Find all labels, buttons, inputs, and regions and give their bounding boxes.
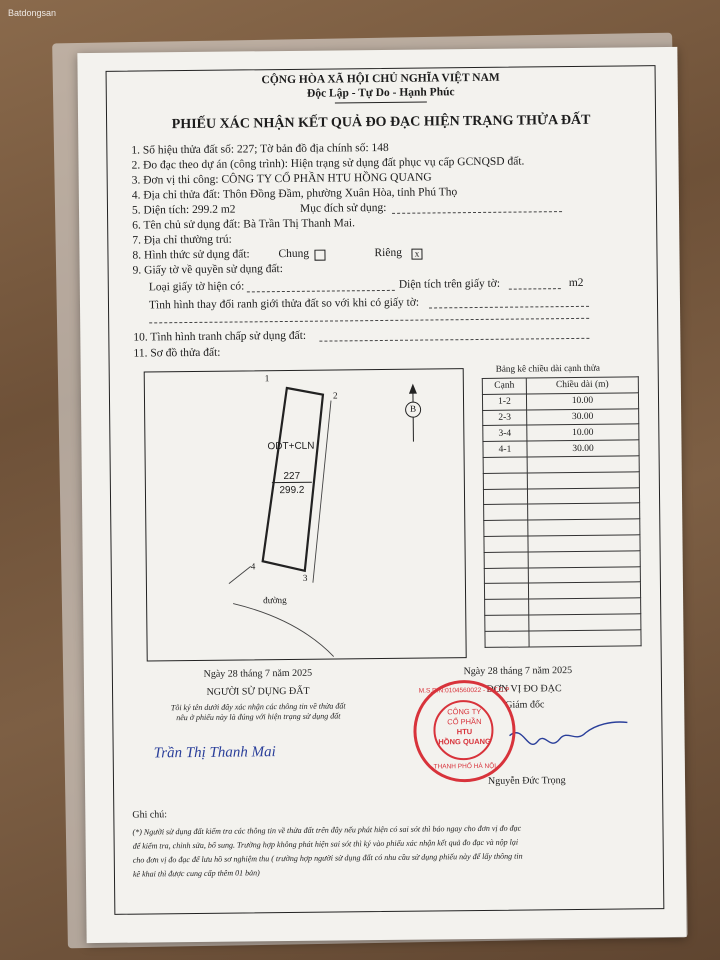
field-project: 2. Đo đạc theo dự án (công trình): Hiện trạng sử dụng đất phục vụ cấp GCNQSD đất. bbox=[131, 155, 525, 172]
parcel-area-label: 299.2 bbox=[279, 484, 305, 497]
right-signer-role: ĐƠN VỊ ĐO ĐẠC bbox=[486, 683, 562, 695]
road-curve bbox=[233, 603, 334, 658]
road-edge-left bbox=[229, 566, 251, 583]
field-documents: 9. Giấy tờ về quyền sử dụng đất: bbox=[132, 263, 283, 277]
seal-line-2: CỔ PHẦN bbox=[447, 716, 482, 727]
dispute-line bbox=[319, 338, 589, 342]
option-private-checkbox: x bbox=[411, 249, 422, 260]
document-area-line bbox=[509, 288, 561, 290]
cell-edge bbox=[483, 457, 527, 473]
table-row bbox=[483, 456, 639, 473]
document-title: PHIẾU XÁC NHẬN KẾT QUẢ ĐO ĐẠC HIỆN TRẠNG THỬA ĐẤT bbox=[171, 112, 591, 133]
field-document-area: Diện tích trên giấy tờ: bbox=[398, 277, 501, 291]
notes-line-4: kê khai thì được cung cấp thêm 01 bản) bbox=[132, 868, 260, 879]
table-row bbox=[483, 472, 639, 489]
cell-edge bbox=[483, 473, 527, 489]
cell-edge bbox=[484, 536, 528, 552]
left-signer-note-1: Tôi ký tên dưới đây xác nhận các thông tin về thửa đất bbox=[170, 701, 346, 713]
land-type-label: ODT+CLN bbox=[267, 440, 315, 453]
left-signing-date: Ngày 28 tháng 7 năm 2025 bbox=[203, 667, 313, 680]
boundary-line-2 bbox=[149, 318, 589, 324]
right-signer-title: Giám đốc bbox=[505, 699, 545, 711]
left-signer-note-2: nêu ở phiếu này là đúng với hiện trạng sử dụng đất bbox=[176, 711, 341, 723]
motto-underline bbox=[335, 102, 427, 104]
document-area-unit: m2 bbox=[568, 276, 584, 290]
cell-edge: 3-4 bbox=[483, 425, 527, 441]
field-residence: 7. Địa chỉ thường trú: bbox=[132, 233, 232, 247]
cell-length bbox=[528, 566, 640, 583]
parcel-number-label: 227 bbox=[272, 471, 312, 483]
table-row bbox=[484, 551, 640, 568]
table-row bbox=[484, 519, 640, 536]
cell-edge: 2-3 bbox=[483, 410, 527, 426]
page-frame bbox=[106, 65, 665, 915]
table-row bbox=[483, 408, 639, 425]
notes-line-1: (*) Người sử dụng đất kiểm tra các thông tin về thửa đất trên đây nếu phát hiện có sai sót thì báo ngay cho đơn vị đo đạc bbox=[132, 823, 522, 837]
field-purpose-label: Mục đích sử dụng: bbox=[299, 201, 387, 215]
option-private-label: Riêng bbox=[374, 246, 403, 260]
field-area: 5. Diện tích: 299.2 m2 bbox=[131, 203, 236, 217]
vertex-label-4: 4 bbox=[250, 561, 256, 572]
cell-length: 10.00 bbox=[527, 424, 639, 441]
director-name: Nguyễn Đức Trọng bbox=[487, 775, 566, 787]
parcel-sketch-box bbox=[144, 368, 467, 661]
document-page bbox=[77, 47, 686, 943]
field-owner: 6. Tên chủ sử dụng đất: Bà Trần Thị Thanh Mai. bbox=[132, 217, 356, 232]
table-row bbox=[484, 535, 640, 552]
field-boundary-change: Tình hình thay đổi ranh giới thửa đất so với khi có giấy tờ: bbox=[148, 296, 420, 312]
cell-edge bbox=[485, 599, 529, 615]
cell-length bbox=[527, 472, 639, 489]
right-signing-date: Ngày 28 tháng 7 năm 2025 bbox=[463, 665, 573, 678]
table-row bbox=[483, 424, 639, 441]
cell-length bbox=[527, 456, 639, 473]
cell-length bbox=[528, 582, 640, 599]
table-row bbox=[483, 487, 639, 504]
cell-length bbox=[527, 487, 639, 504]
edge-table-caption: Bảng kê chiều dài cạnh thửa bbox=[495, 362, 600, 374]
north-label: B bbox=[409, 403, 417, 414]
cell-length bbox=[528, 519, 640, 536]
company-seal bbox=[413, 680, 516, 783]
cell-edge: 4-1 bbox=[483, 441, 527, 457]
table-header-row bbox=[482, 377, 638, 394]
table-row bbox=[484, 503, 640, 520]
option-shared-label: Chung bbox=[278, 247, 310, 261]
seal-line-3: HTU bbox=[456, 727, 473, 737]
cell-edge bbox=[484, 568, 528, 584]
table-row bbox=[484, 582, 640, 599]
cell-length: 30.00 bbox=[527, 440, 639, 457]
table-row bbox=[485, 614, 641, 631]
table-row bbox=[485, 630, 641, 647]
cell-length: 30.00 bbox=[527, 408, 639, 425]
watermark-logo: Batdongsan bbox=[8, 8, 57, 18]
table-row bbox=[482, 393, 638, 410]
table-row bbox=[484, 566, 640, 583]
column-header-length: Chiều dài (m) bbox=[526, 377, 638, 394]
seal-line-1: CÔNG TY bbox=[447, 706, 482, 717]
edge-length-table bbox=[482, 376, 642, 647]
republic-heading: CỘNG HÒA XÃ HỘI CHỦ NGHĨA VIỆT NAM bbox=[261, 71, 500, 87]
field-sketch: 11. Sơ đồ thửa đất: bbox=[133, 346, 221, 360]
owner-signature: Trần Thị Thanh Mai bbox=[153, 744, 276, 762]
cell-length bbox=[528, 551, 640, 568]
cell-edge: 1-2 bbox=[482, 394, 526, 410]
director-signature bbox=[503, 712, 634, 763]
cell-edge bbox=[484, 504, 528, 520]
vertex-label-1: 1 bbox=[264, 373, 270, 384]
notes-line-2: để kiểm tra, chỉnh sửa, bổ sung. Trường hợp không phát hiện sai sót thì ký vào phiếu xác nhận kết quả đo đạc và nộp lại bbox=[132, 837, 519, 851]
left-signer-role: NGƯỜI SỬ DỤNG ĐẤT bbox=[206, 685, 310, 698]
notes-heading: Ghi chú: bbox=[132, 809, 168, 821]
motto: Độc Lập - Tự Do - Hạnh Phúc bbox=[306, 86, 455, 100]
cell-length bbox=[529, 630, 641, 647]
seal-ring-text: M.S.D.N:0104560022 - C.T.C.P bbox=[418, 686, 510, 695]
field-usage-form: 8. Hình thức sử dụng đất: bbox=[132, 248, 250, 262]
document-type-line bbox=[247, 290, 395, 293]
cell-edge bbox=[484, 552, 528, 568]
cell-edge bbox=[485, 631, 529, 647]
seal-bottom-text: THANH PHỐ HÀ NỘI bbox=[433, 762, 497, 771]
cell-length bbox=[528, 535, 640, 552]
option-shared-checkbox bbox=[314, 250, 325, 261]
notes-line-3: cho đơn vị đo đạc để lưu hồ sơ nghiệm thu ( trường hợp người sử dụng đất có nhu cầu sử dụng phiếu này để lấy thông tin bbox=[132, 851, 523, 865]
cell-edge bbox=[484, 520, 528, 536]
table-row bbox=[485, 598, 641, 615]
road-label: đường bbox=[263, 595, 287, 606]
north-arrow-head bbox=[409, 384, 417, 394]
cell-length: 10.00 bbox=[526, 393, 638, 410]
cell-length bbox=[529, 598, 641, 615]
field-contractor: 3. Đơn vị thi công: CÔNG TY CỔ PHẦN HTU HỒNG QUANG bbox=[131, 171, 432, 187]
boundary-line-1 bbox=[429, 306, 589, 309]
cell-edge bbox=[484, 583, 528, 599]
seal-line-4: HỒNG QUANG bbox=[438, 736, 491, 747]
field-dispute: 10. Tình hình tranh chấp sử dụng đất: bbox=[133, 329, 307, 344]
field-address: 4. Địa chỉ thửa đất: Thôn Đồng Đầm, phường Xuân Hòa, tỉnh Phú Thọ bbox=[131, 186, 458, 202]
table-row bbox=[483, 440, 639, 457]
boundary-neighbor-right bbox=[311, 401, 333, 583]
cell-edge bbox=[485, 615, 529, 631]
field-document-type: Loại giấy tờ hiện có: bbox=[148, 280, 245, 294]
field-parcel-number: 1. Số hiệu thửa đất số: 227; Tờ bản đồ địa chính số: 148 bbox=[131, 141, 389, 157]
vertex-label-2: 2 bbox=[332, 390, 338, 401]
purpose-dotted-line bbox=[392, 211, 562, 214]
cell-edge bbox=[483, 489, 527, 505]
cell-length bbox=[529, 614, 641, 631]
vertex-label-3: 3 bbox=[302, 572, 308, 583]
column-header-edge: Cạnh bbox=[482, 378, 526, 394]
cell-length bbox=[528, 503, 640, 520]
